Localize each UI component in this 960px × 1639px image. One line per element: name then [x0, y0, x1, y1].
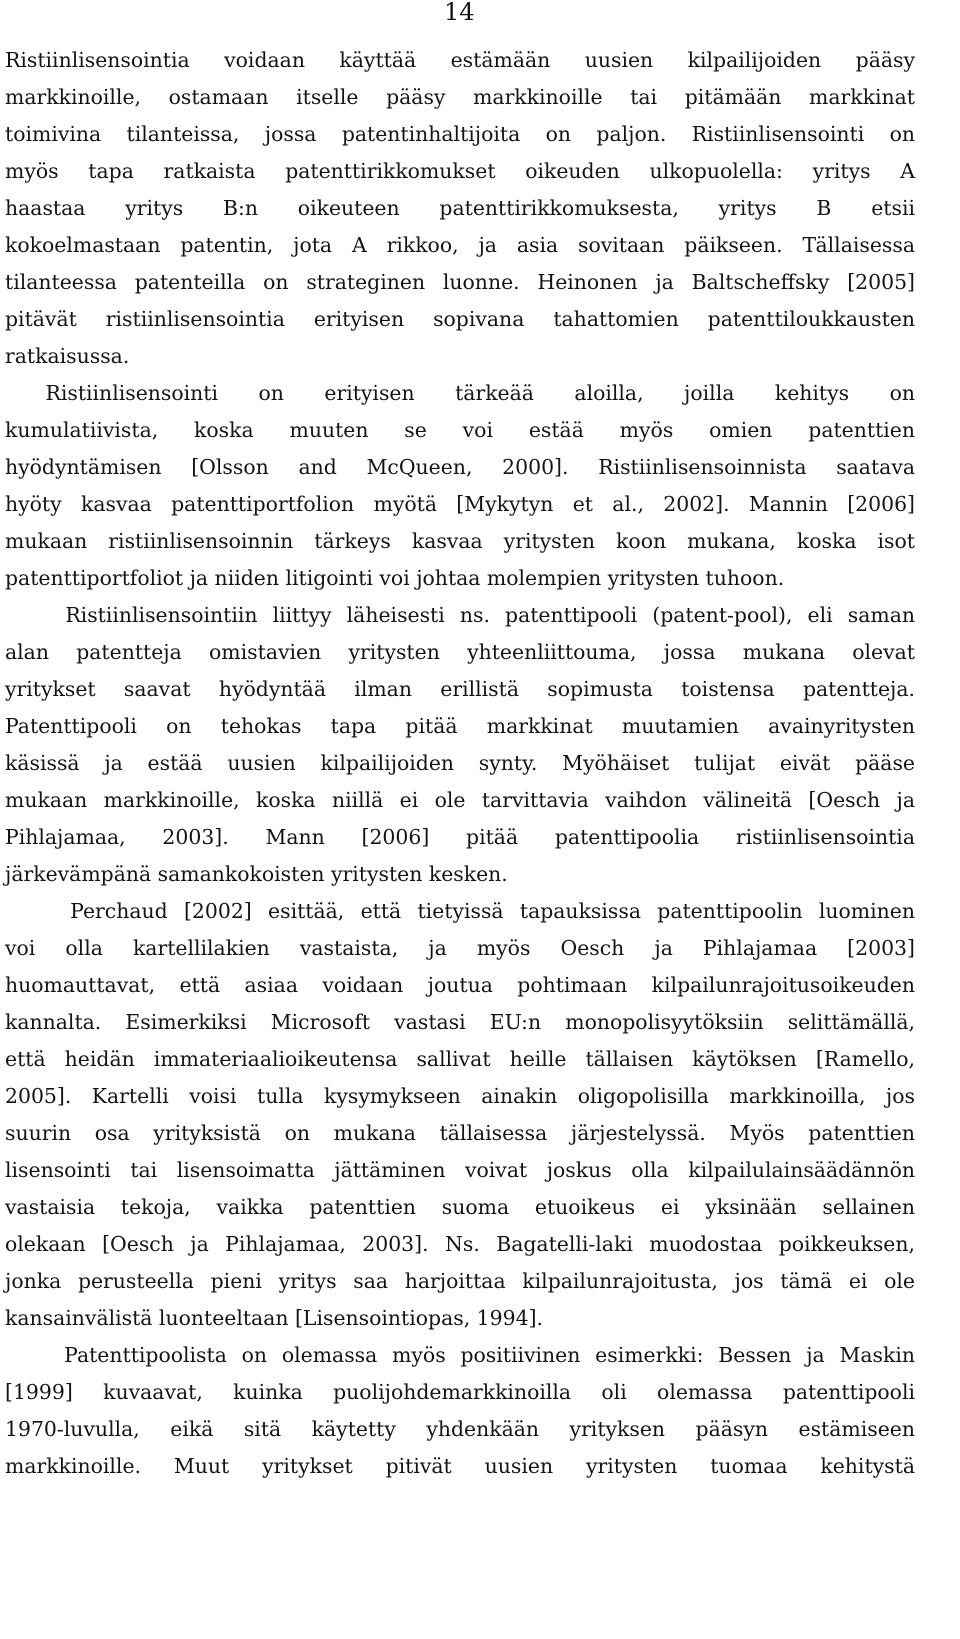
text-line: [1999] kuvaavat, kuinka puolijohdemarkkinoilla oli olemassa patenttipooli [5, 1380, 915, 1404]
text-line: voi olla kartellilakien vastaista, ja myös Oesch ja Pihlajamaa [2003] [5, 936, 915, 960]
text-line: yritykset saavat hyödyntää ilman erillistä sopimusta toistensa patentteja. [5, 677, 915, 701]
text-line: myös tapa ratkaista patenttirikkomukset oikeuden ulkopuolella: yritys A [5, 159, 915, 183]
paragraph-cartel-law [5, 893, 915, 1337]
text-line: kannalta. Esimerkiksi Microsoft vastasi EU:n monopolisyytöksiin selittämällä, [5, 1010, 915, 1034]
paragraph-cumulative-fields [5, 375, 915, 597]
text-line: käsissä ja estää uusien kilpailijoiden synty. Myöhäiset tulijat eivät pääse [5, 751, 915, 775]
text-line: mukaan ristiinlisensoinnin tärkeys kasvaa yritysten koon mukana, koska isot [5, 529, 915, 553]
text-line: hyödyntämisen [Olsson and McQueen, 2000]. Ristiinlisensoinnista saatava [5, 455, 915, 479]
text-line: Ristiinlisensointi on erityisen tärkeää aloilla, joilla kehitys on [5, 381, 915, 405]
page-number: 14 [444, 0, 475, 26]
text-line: markkinoille. Muut yritykset pitivät uusien yritysten tuomaa kehitystä [5, 1454, 915, 1478]
text-line: 2005]. Kartelli voisi tulla kysymykseen ainakin oligopolisilla markkinoilla, jos [5, 1084, 915, 1108]
text-line: Ristiinlisensointia voidaan käyttää estämään uusien kilpailijoiden pääsy [5, 48, 915, 72]
text-line: että heidän immateriaalioikeutensa sallivat heille tällaisen käytöksen [Ramello, [5, 1047, 915, 1071]
text-line: Ristiinlisensointiin liittyy läheisesti ns. patenttipooli (patent-pool), eli saman [5, 603, 915, 627]
text-line: Patenttipooli on tehokas tapa pitää markkinat muutamien avainyritysten [5, 714, 915, 738]
text-line: pitävät ristiinlisensointia erityisen sopivana tahattomien patenttiloukkausten [5, 307, 915, 331]
text-line: Patenttipoolista on olemassa myös positiivinen esimerkki: Bessen ja Maskin [5, 1343, 915, 1367]
paragraph-positive-example [5, 1337, 915, 1485]
text-line: toimivina tilanteissa, jossa patentinhaltijoita on paljon. Ristiinlisensointi on [5, 122, 915, 146]
text-line: suurin osa yrityksistä on mukana tällaisessa järjestelyssä. Myös patenttien [5, 1121, 915, 1145]
text-line: olekaan [Oesch ja Pihlajamaa, 2003]. Ns. Bagatelli-laki muodostaa poikkeuksen, [5, 1232, 915, 1256]
text-line: kokoelmastaan patentin, jota A rikkoo, ja asia sovitaan päikseen. Tällaisessa [5, 233, 915, 257]
text-line: tilanteessa patenteilla on strateginen luonne. Heinonen ja Baltscheffsky [2005] [5, 270, 915, 294]
document-body [5, 42, 915, 1485]
paragraph-patent-pool [5, 597, 915, 893]
text-line: lisensointi tai lisensoimatta jättäminen voivat joskus olla kilpailulainsäädännön [5, 1158, 915, 1182]
text-line: patenttiportfoliot ja niiden litigointi voi johtaa molempien yritysten tuhoon. [5, 566, 785, 590]
text-line: 1970-luvulla, eikä sitä käytetty yhdenkään yrityksen pääsyn estämiseen [5, 1417, 915, 1441]
text-line: kumulatiivista, koska muuten se voi estää myös omien patenttien [5, 418, 915, 442]
text-line: mukaan markkinoille, koska niillä ei ole tarvittavia vaihdon välineitä [Oesch ja [5, 788, 915, 812]
text-line: Perchaud [2002] esittää, että tietyissä tapauksissa patenttipoolin luominen [5, 899, 915, 923]
text-line: haastaa yritys B:n oikeuteen patenttirikkomuksesta, yritys B etsii [5, 196, 915, 220]
text-line: huomauttavat, että asiaa voidaan joutua pohtimaan kilpailunrajoitusoikeuden [5, 973, 915, 997]
text-line: vastaisia tekoja, vaikka patenttien suoma etuoikeus ei yksinään sellainen [5, 1195, 915, 1219]
text-line: kansainvälistä luonteeltaan [Lisensointiopas, 1994]. [5, 1306, 544, 1330]
text-line: markkinoille, ostamaan itselle pääsy markkinoille tai pitämään markkinat [5, 85, 915, 109]
text-line: Pihlajamaa, 2003]. Mann [2006] pitää patenttipoolia ristiinlisensointia [5, 825, 915, 849]
text-line: ratkaisussa. [5, 344, 130, 368]
paragraph-cross-licensing-intro [5, 42, 915, 375]
text-line: hyöty kasvaa patenttiportfolion myötä [Mykytyn et al., 2002]. Mannin [2006] [5, 492, 915, 516]
text-line: järkevämpänä samankokoisten yritysten kesken. [5, 862, 508, 886]
text-line: alan patentteja omistavien yritysten yhteenliittouma, jossa mukana olevat [5, 640, 915, 664]
text-line: jonka perusteella pieni yritys saa harjoittaa kilpailunrajoitusta, jos tämä ei ole [5, 1269, 915, 1293]
